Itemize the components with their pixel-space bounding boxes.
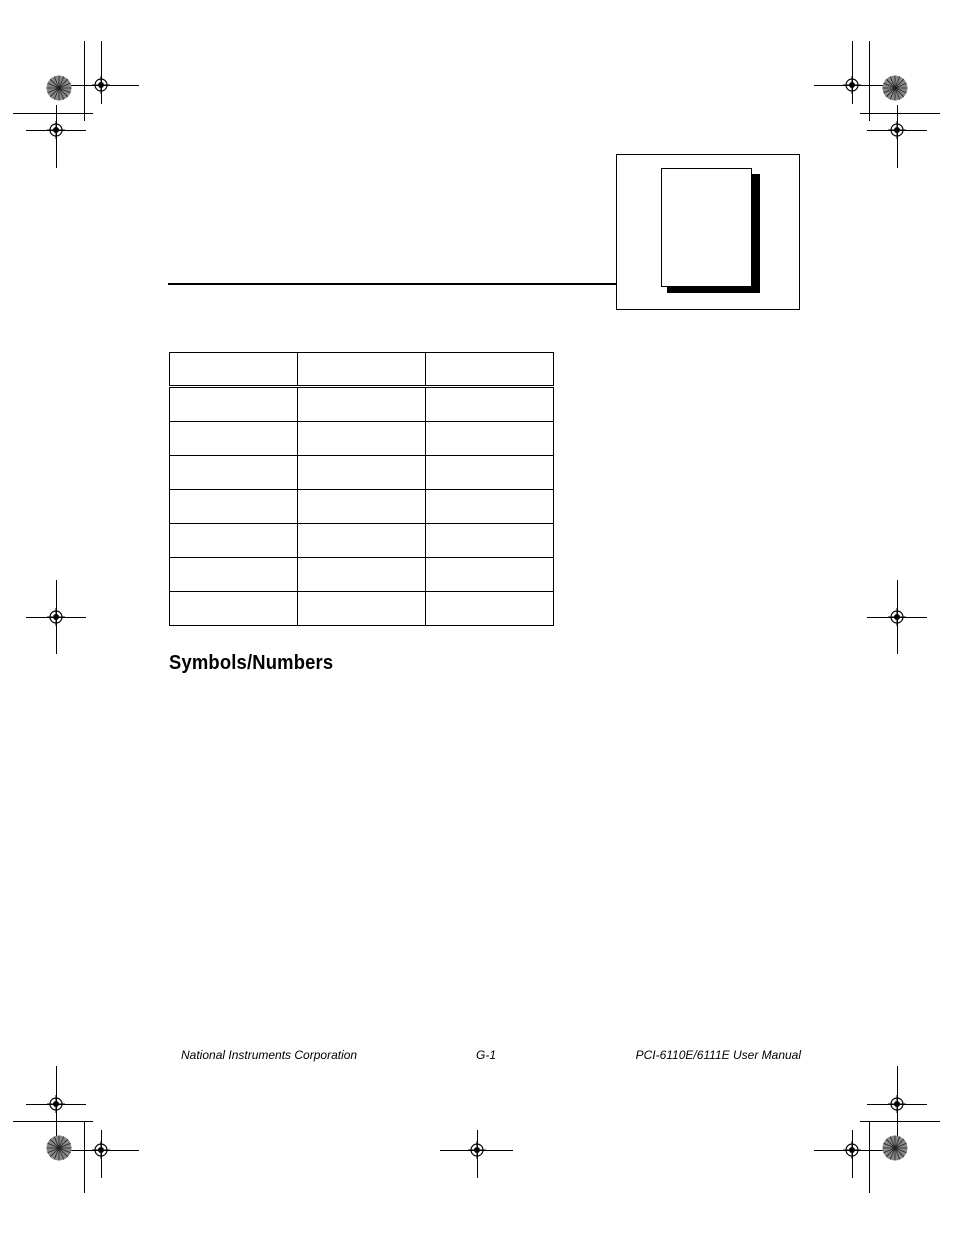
registration-target-icon	[468, 1141, 486, 1159]
registration-target-icon	[47, 121, 65, 139]
starburst-calibration-icon	[882, 75, 908, 101]
starburst-calibration-icon	[882, 1135, 908, 1161]
registration-target-icon	[47, 1095, 65, 1113]
table-cell	[298, 558, 426, 592]
section-heading: Symbols/Numbers	[169, 652, 334, 674]
table-row	[170, 524, 554, 558]
table-cell	[426, 592, 554, 626]
registration-target-icon	[843, 1141, 861, 1159]
table-cell	[170, 592, 298, 626]
table-row	[170, 558, 554, 592]
registration-target-icon	[47, 608, 65, 626]
table-header-cell	[426, 353, 554, 387]
registration-target-icon	[888, 608, 906, 626]
chapter-page-icon	[661, 168, 752, 287]
registration-target-icon	[843, 76, 861, 94]
table-row	[170, 387, 554, 422]
table-row	[170, 422, 554, 456]
starburst-calibration-icon	[46, 1135, 72, 1161]
chapter-header-rule	[168, 283, 616, 285]
table-cell	[298, 422, 426, 456]
table-cell	[426, 524, 554, 558]
table-cell	[298, 524, 426, 558]
table-cell	[298, 456, 426, 490]
table-header-row	[170, 353, 554, 387]
table-cell	[298, 387, 426, 422]
table-cell	[426, 422, 554, 456]
table-header-cell	[298, 353, 426, 387]
table-row	[170, 490, 554, 524]
table-cell	[426, 387, 554, 422]
footer-page-number: G-1	[476, 1048, 497, 1062]
footer-manual-title: PCI-6110E/6111E User Manual	[635, 1048, 801, 1062]
table-cell	[298, 490, 426, 524]
registration-target-icon	[92, 76, 110, 94]
table-cell	[170, 387, 298, 422]
table-cell	[170, 558, 298, 592]
starburst-calibration-icon	[46, 75, 72, 101]
prefix-table	[169, 352, 554, 626]
table-cell	[426, 558, 554, 592]
table-cell	[426, 490, 554, 524]
table-row	[170, 456, 554, 490]
table-cell	[298, 592, 426, 626]
registration-target-icon	[888, 121, 906, 139]
registration-target-icon	[888, 1095, 906, 1113]
table-cell	[170, 524, 298, 558]
footer-publisher: National Instruments Corporation	[181, 1048, 358, 1062]
table-row	[170, 592, 554, 626]
registration-target-icon	[92, 1141, 110, 1159]
table-cell	[426, 456, 554, 490]
table-cell	[170, 490, 298, 524]
table-cell	[170, 422, 298, 456]
table-header-cell	[170, 353, 298, 387]
table-cell	[170, 456, 298, 490]
